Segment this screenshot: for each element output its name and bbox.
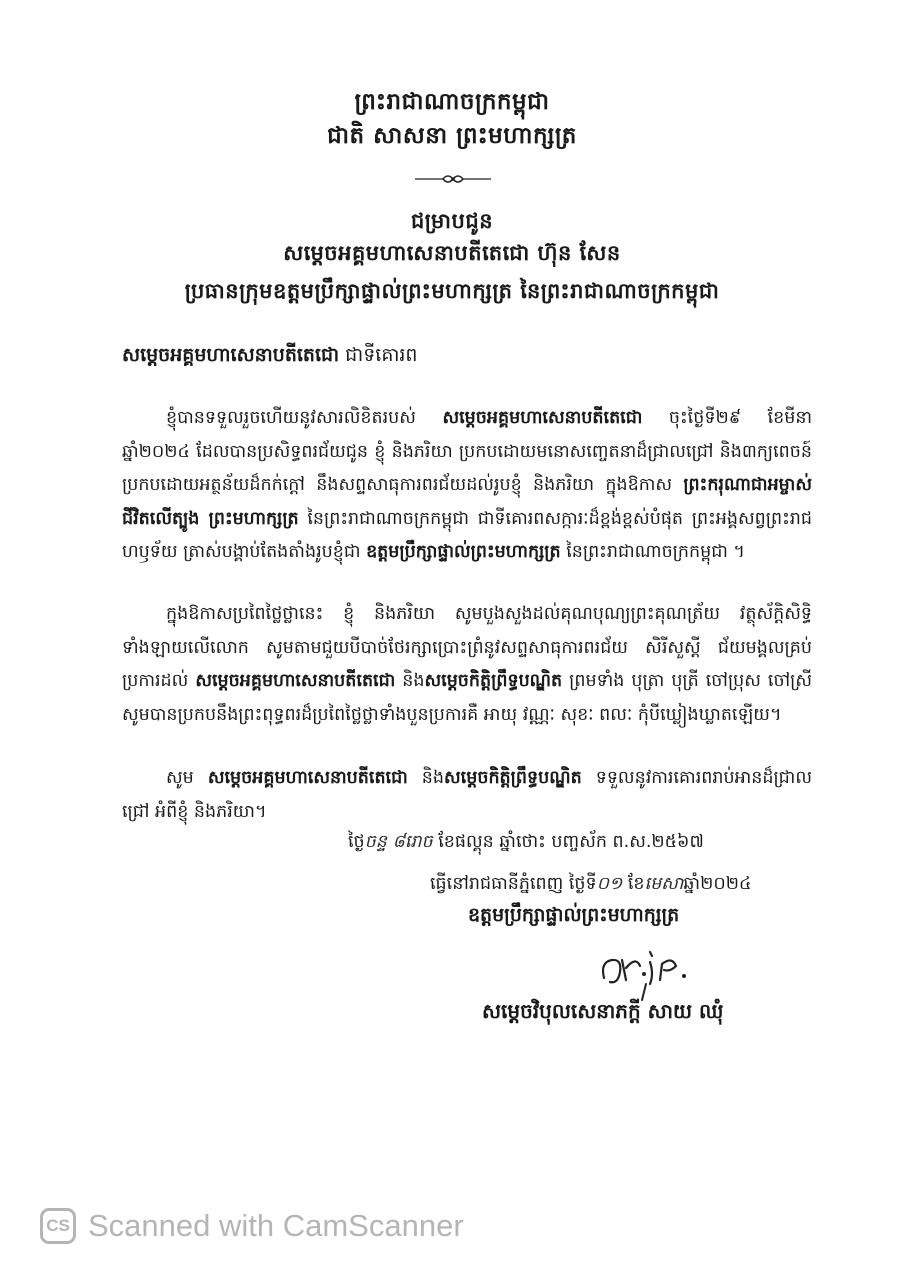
recipient-position: ប្រធានក្រុមឧត្តមប្រឹក្សាផ្ទាល់ព្រះមហាក្សត្រ នៃព្រះរាជាណាចក្រកម្ពុជា	[184, 279, 720, 303]
respectfully-to: ជម្រាបជូន	[410, 209, 494, 233]
p1-bold-b: សម្តេចអគ្គមហាសេនាបតីតេជោ	[442, 408, 643, 428]
p1-text-a: ខ្ញុំបានទទួលរួចហើយនូវសារលិខិតរបស់	[166, 408, 443, 428]
p2-bold-b: សម្តេចអគ្គមហាសេនាបតីតេជោ	[195, 671, 396, 691]
lunar-handwritten: ចន្ទ ៨រោច	[364, 832, 433, 852]
paragraph-2	[122, 598, 812, 732]
p1-text-g: នៃព្រះរាជាណាចក្រកម្ពុជា ។	[560, 542, 745, 562]
solar-day-handwritten: ០១	[596, 874, 623, 894]
motto-heading: ជាតិ សាសនា ព្រះមហាក្សត្រ	[327, 123, 577, 149]
solar-month-label: ខែ	[622, 874, 645, 894]
p2-text-e: ព្រមទាំង បុត្រា បុត្រី ចៅប្រុស ចៅស្រី សូមបានប្រកបនឹងព្រះពុទ្ធពរដ៏ប្រពៃថ្លៃថ្លាទាំងបួនប្រការគឺ អាយុ វណ្ណៈ សុខៈ ពលៈ កុំបីឃ្លៀងឃ្លាតឡើយ។	[122, 671, 813, 725]
p1-bold-d: ព្រះករុណាជាអម្ចាស់ជីវិតលើត្បូង ព្រះមហាក្សត្រ	[122, 475, 812, 529]
paragraph-3	[122, 762, 812, 829]
salutation-rest: ជាទីគោរព	[339, 344, 418, 366]
p2-text-a: ក្នុងឱកាសប្រពៃថ្លៃថ្លានេះ ខ្ញុំ និងភរិយា សូមបួងសួងដល់គុណបុណ្យព្រះគុណត្រ័យ វត្ថុស័ក្តិសិទ្ធិទាំងឡាយលើលោក សូមតាមជួយបីបាច់ថែរក្សាប្រោះព្រំនូវសព្ទសាធុការពរជ័យ សិរីសួស្តី ជ័យមង្គលគ្រប់ប្រការដល់	[122, 604, 812, 691]
p2-text-c: និង	[395, 671, 425, 691]
p3-text-a: សូម	[166, 768, 208, 788]
recipient-name: សម្តេចអគ្គមហាសេនាបតីតេជោ ហ៊ុន សែន	[283, 241, 621, 265]
solar-month-handwritten: មេសា	[644, 874, 684, 894]
salutation-title: សម្តេចអគ្គមហាសេនាបតីតេជោ	[122, 344, 340, 366]
camscanner-text: Scanned with CamScanner	[88, 1208, 464, 1243]
p3-text-c: និង	[407, 768, 445, 788]
p3-bold-b: សម្តេចអគ្គមហាសេនាបតីតេជោ	[207, 768, 408, 788]
p1-text-e: នៃព្រះរាជាណាចក្រកម្ពុជា ជាទីគោរពសក្ការៈដ៏ខ្ពង់ខ្ពស់បំផុត ព្រះអង្គសព្វព្រះរាជហឫទ័យ ត្រាស់បង្គាប់តែងតាំងរូបខ្ញុំជា	[122, 508, 812, 562]
camscanner-logo-icon: CS	[40, 1208, 76, 1244]
ornament-divider	[415, 172, 491, 186]
lunar-prefix: ថ្ងៃ	[348, 832, 365, 852]
lunar-date	[348, 830, 704, 856]
p3-text-e: ទទួលនូវការគោរពរាប់អានដ៏ជ្រាលជ្រៅ អំពីខ្ញុំ និងភរិយា។	[122, 768, 812, 822]
signer-name: សម្តេចវិបុលសេនាភក្តី សាយ ឈុំ	[482, 999, 724, 1023]
signatory-title: ឧត្តមប្រឹក្សាផ្ទាល់ព្រះមហាក្សត្រ	[468, 904, 680, 926]
kingdom-heading: ព្រះរាជាណាចក្រកម្ពុជា	[354, 89, 550, 115]
p2-bold-d: សម្តេចកិត្តិព្រឹទ្ធបណ្ឌិត	[424, 671, 563, 691]
p1-text-c: ចុះថ្ងៃទី២៩ ខែមីនា ឆ្នាំ២០២៤ ដែលបានប្រសិទ្ធពរជ័យជូន ខ្ញុំ និងភរិយា ប្រកបដោយមនោសញ្ចេតនាដ៏ជ្រាលជ្រៅ និង៣ក្យពេចន៍ប្រកបដោយអត្ថន័យដ៏កក់ក្តៅ នឹងសព្ទសាធុការពរជ័យដល់រូបខ្ញុំ និងភរិយា ក្នុងឱកាស	[122, 408, 812, 495]
solar-prefix: ធ្វើនៅរាជធានីភ្នំពេញ ថ្ងៃទី	[430, 874, 597, 894]
solar-year: ឆ្នាំ២០២៤	[683, 874, 752, 894]
lunar-rest: ខែផល្គុន ឆ្នាំថោះ បញ្ចស័ក ព.ស.២៥៦៧	[432, 832, 704, 852]
paragraph-1	[122, 402, 812, 570]
handwritten-signature	[592, 944, 702, 1004]
p1-bold-f: ឧត្តមប្រឹក្សាផ្ទាល់ព្រះមហាក្សត្រ	[366, 542, 561, 562]
salutation	[122, 343, 418, 371]
scanner-watermark	[0, 1196, 904, 1280]
p3-bold-d: សម្តេចកិត្តិព្រឹទ្ធបណ្ឌិត	[444, 768, 582, 788]
solar-date	[430, 872, 751, 898]
